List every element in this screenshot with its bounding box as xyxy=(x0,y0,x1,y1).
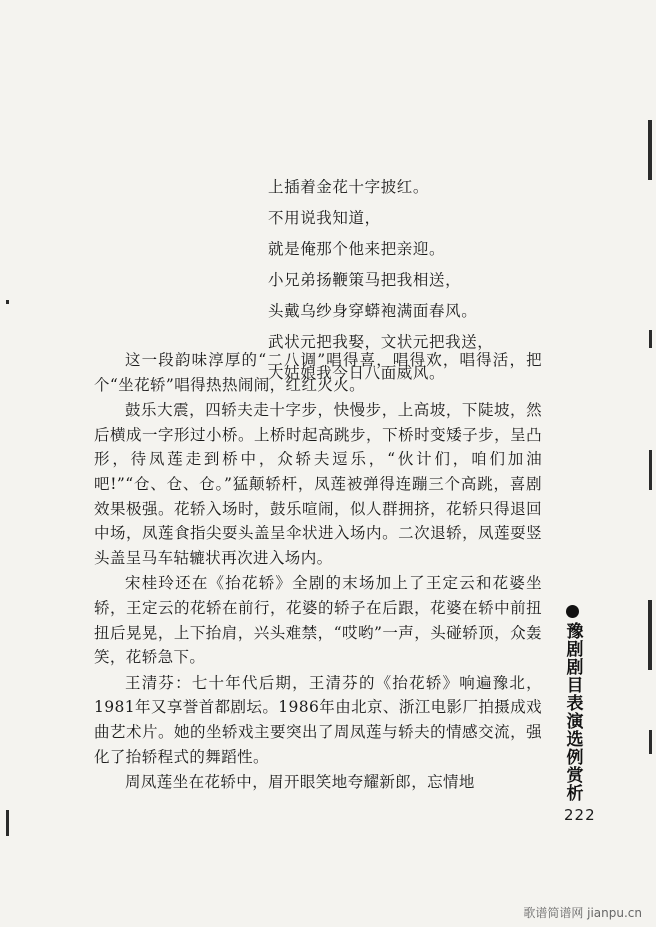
bullet-icon xyxy=(566,605,579,618)
poem-line: 大姑娘我今日八面威风。 xyxy=(268,364,446,382)
paragraph: 这一段韵味淳厚的“二八调”唱得喜，唱得欢，唱得活，把个“坐花轿”唱得热热闹闹，红红火火。 xyxy=(94,351,542,394)
scan-edge-mark xyxy=(649,330,652,348)
poem-line: 就是俺那个他来把亲迎。 xyxy=(268,240,446,258)
poem-line: 武状元把我娶，文状元把我送， xyxy=(268,333,494,351)
scan-edge-mark xyxy=(649,450,652,490)
paragraph: 周凤莲坐在花轿中，眉开眼笑地夸耀新郎，忘情地 xyxy=(125,773,475,792)
scan-edge-mark xyxy=(648,120,652,180)
paragraph: 鼓乐大震，四轿夫走十字步，快慢步，上高坡，下陡坡，然后横成一字形过小桥。上桥时起高跳步，下桥时变矮子步，呈凸形，待凤莲走到桥中，众轿夫逗乐，“伙计们，咱们加油吧!”“仓、仓、仓。”猛颠轿杆，凤莲被弹得连蹦三个高跳，喜剧效果极强。花轿入场时，鼓乐喧闹，似人群拥挤，花轿只得退回中场，凤莲食指尖耍头盖呈伞状进入场内。二次退轿，凤莲耍竖头盖呈马车轱辘状再次进入场内。 xyxy=(94,401,542,567)
scan-edge-mark xyxy=(649,730,652,754)
section-sidebar xyxy=(559,605,585,802)
poem-line: 头戴乌纱身穿蟒袍满面春风。 xyxy=(268,302,478,320)
scan-mark xyxy=(6,810,9,836)
scan-mark xyxy=(6,300,9,304)
section-title: 豫剧剧目表演选例赏析 xyxy=(562,622,583,802)
paragraph: 王清芬：七十年代后期，王清芬的《抬花轿》响遍豫北，1981年又享誉首都剧坛。1986年由北京、浙江电影厂拍摄成戏曲艺术片。她的坐轿戏主要突出了周凤莲与轿夫的情感交流，强化了抬轿程式的舞蹈性。 xyxy=(94,673,542,766)
poem-line: 不用说我知道， xyxy=(268,209,381,227)
watermark: 歌谱简谱网 jianpu.cn xyxy=(523,906,642,920)
page-number: 222 xyxy=(564,806,596,824)
paragraph: 宋桂玲还在《抬花轿》全剧的末场加上了王定云和花婆坐轿，王定云的花轿在前行，花婆的轿子在后跟，花婆在轿中前扭扭后晃晃，上下抬肩，兴头难禁，“哎哟”一声，头碰轿顶，众轰笑，花轿急下。 xyxy=(94,574,542,667)
scan-edge-mark xyxy=(648,600,652,670)
poem-line: 小兄弟扬鞭策马把我相送， xyxy=(268,271,462,289)
body-text xyxy=(94,348,542,796)
poem-line: 上插着金花十字披红。 xyxy=(268,178,430,196)
